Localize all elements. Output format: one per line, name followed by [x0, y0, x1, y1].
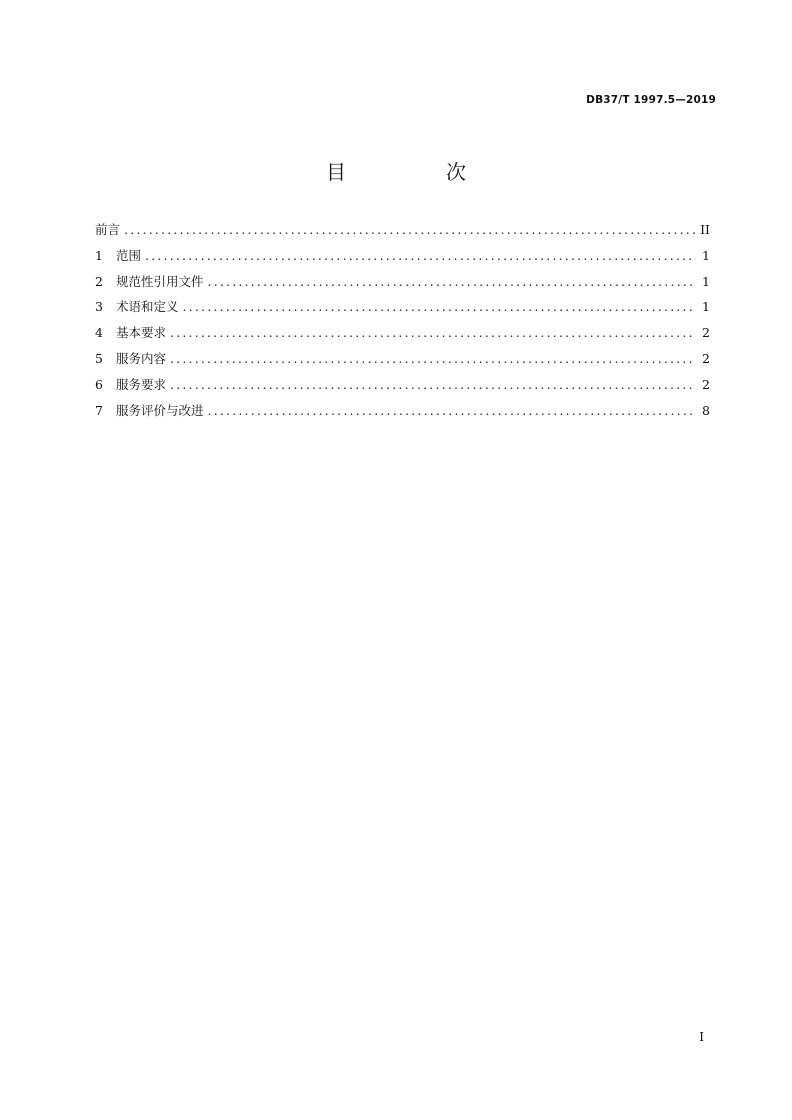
toc-entry-page: 1: [702, 273, 710, 289]
dot-leader: [170, 325, 696, 341]
toc-entry-page: 1: [702, 299, 710, 315]
toc-entry-terms-definitions[interactable]: [95, 299, 710, 325]
toc-entry-page: 2: [702, 325, 710, 341]
toc-entry-scope[interactable]: [95, 248, 710, 274]
toc-entry-label: 术语和定义: [116, 299, 179, 315]
toc-entry-service-requirements[interactable]: [95, 377, 710, 403]
toc-entry-number: 7: [95, 402, 103, 418]
toc-entry-page: 1: [702, 247, 710, 263]
toc-entry-page: II: [700, 222, 710, 237]
dot-leader: [183, 299, 696, 315]
dot-leader: [170, 377, 696, 393]
toc-entry-basic-requirements[interactable]: [95, 325, 710, 351]
toc-entry-evaluation-improvement[interactable]: [95, 403, 710, 429]
toc-entry-label: 服务评价与改进: [116, 402, 204, 418]
toc-entry-number: 1: [95, 247, 103, 263]
toc-entry-label: 服务内容: [116, 350, 167, 366]
toc-entry-label: 规范性引用文件: [116, 273, 204, 289]
dot-leader: [170, 351, 696, 367]
dot-leader: [124, 222, 696, 238]
toc-entry-label: 范围: [116, 247, 142, 263]
toc-entry-page: 2: [702, 350, 710, 366]
standard-code: DB37/T 1997.5—2019: [586, 94, 716, 106]
toc-title: 目 次: [326, 160, 506, 184]
table-of-contents: [95, 222, 710, 428]
dot-leader: [208, 403, 696, 419]
dot-leader: [208, 274, 696, 290]
toc-entry-number: 3: [95, 299, 103, 315]
toc-entry-page: 2: [702, 376, 710, 392]
toc-entry-label: 服务要求: [116, 376, 167, 392]
toc-entry-number: 2: [95, 273, 103, 289]
dot-leader: [145, 248, 696, 264]
toc-entry-normative-references[interactable]: [95, 274, 710, 300]
toc-entry-number: 4: [95, 325, 103, 341]
toc-entry-label: 前言: [95, 222, 121, 237]
toc-entry-number: 5: [95, 350, 103, 366]
toc-entry-page: 8: [702, 402, 710, 418]
toc-entry-service-content[interactable]: [95, 351, 710, 377]
toc-entry-label: 基本要求: [116, 325, 167, 341]
toc-entry-number: 6: [95, 376, 103, 392]
page-number: I: [699, 1030, 704, 1044]
toc-entry-foreword[interactable]: [95, 222, 710, 248]
